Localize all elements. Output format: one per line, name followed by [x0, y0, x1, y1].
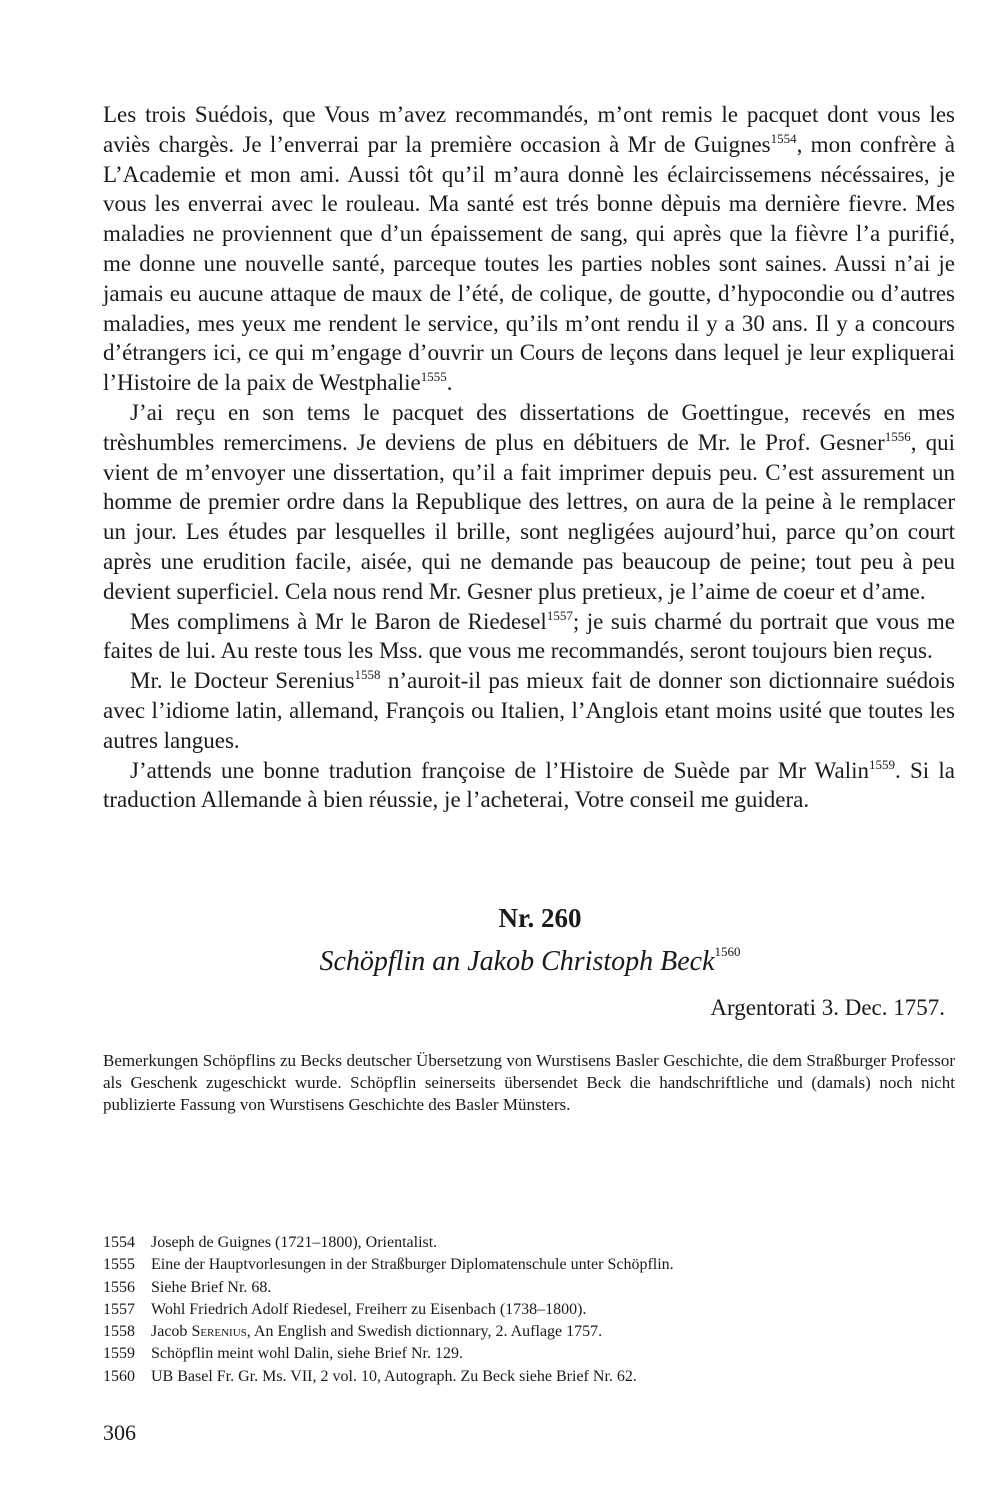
footnotes: [103, 1232, 955, 1388]
footnote-ref-1555[interactable]: 1555: [420, 369, 447, 385]
footnote-ref-1560[interactable]: 1560: [714, 944, 741, 959]
footnote-ref-1554[interactable]: 1554: [770, 130, 797, 146]
letter-dateline: Argentorati 3. Dec. 1757.: [710, 995, 945, 1020]
footnote-ref-1559[interactable]: 1559: [869, 756, 896, 772]
paragraph-2: J’ai reçu en son tems le pacquet des dissertations de Goettingue, recevés en mes trèshumbles remercimens. Je deviens de plus en débituers de Mr. le Prof. Gesner$^{1556}$, qui vient de m’envoyer une dissertation, qu’il a fait imprimer depuis peu. C’est assurement un homme de premier ordre dans la Republique des lettres, on aura de la peine à le remplacer un jour. Les études par lesquelles il brille, sont negligées aujourd’hui, parce qu’on court après une erudition facile, aisée, qui ne demande pas beaucoup de peine; tout peu à peu devient superficiel. Cela nous rend Mr. Gesner plus pretieux, je l’aime de coeur et d’ame.: [103, 399, 955, 604]
footnote-1556: 1556 Siehe Brief Nr. 68.: [103, 1278, 272, 1296]
footnote-ref-1556[interactable]: 1556: [884, 428, 911, 444]
letter-summary: Bemerkungen Schöpflins zu Becks deutscher Übersetzung von Wurstisens Basler Geschichte, die dem Straßburger Professor als Geschenk zugeschickt wurde. Schöpflin seinerseits übersendet Beck die handschriftliche und (damals) noch nicht publizierte Fassung von Wurstisens Geschichte des Basler Münsters.: [103, 1051, 955, 1114]
paragraph-4: Mr. le Docteur Serenius$^{1558}$ n’auroit-il pas mieux fait de donner son dictionnaire suédois avec l’idiome latin, allemand, François ou Italien, l’Anglois etant moins usité que toutes les autres langues.: [103, 667, 955, 753]
footnote-1557: 1557 Wohl Friedrich Adolf Riedesel, Freiherr zu Eisenbach (1738–1800).: [103, 1300, 587, 1318]
letter-body-text: [103, 100, 955, 815]
page-number: 306: [103, 1420, 136, 1445]
letter-number-heading: Nr. 260: [498, 903, 582, 933]
footnote-ref-1557[interactable]: 1557: [546, 607, 573, 623]
paragraph-3: Mes complimens à Mr le Baron de Riedesel$^{1557}$; je suis charmé du portrait que vous me faites de lui. Au reste tous les Mss. que vous me recommandés, seront toujours bien reçus.: [103, 607, 955, 664]
paragraph-1: Les trois Suédois, que Vous m’avez recommandés, m’ont remis le pacquet dont vous les aviès chargès. Je l’enverrai par la première occasion à Mr de Guignes$^{1554}$, mon confrère à L’Academie et mon ami. Aussi tôt qu’il m’aura donnè les éclaircissemens nécéssaires, je vous les enverrai avec le rouleau. Ma santé est trés bonne dèpuis ma dernière fievre. Mes maladies ne proviennent que d’un épaissement de sang, qui après que la fièvre l’a purifié, me donne une nouvelle santé, parceque toutes les parties nobles sont saines. Aussi n’ai je jamais eu aucune attaque de maux de l’été, de colique, de goutte, d’hypocondie ou d’autres maladies, mes yeux me rendent le service, qu’ils m’ont rendu il y a 30 ans. Il y a concours d’étrangers ici, ce qui m’engage d’ouvrir un Cours de leçons dans lequel je leur expliquerai l’Histoire de la paix de Westphalie$^{1555}$.: [103, 102, 956, 396]
footnote-1558: 1558 Jacob Serenius, An English and Swedish dictionnary, 2. Auflage 1757.: [103, 1323, 603, 1341]
letter-title: Schöpflin an Jakob Christoph Beck$^{1560}$: [319, 944, 741, 977]
footnote-1559: 1559 Schöpflin meint wohl Dalin, siehe Brief Nr. 129.: [103, 1345, 463, 1363]
footnote-1560: 1560 UB Basel Fr. Gr. Ms. VII, 2 vol. 10, Autograph. Zu Beck siehe Brief Nr. 62.: [103, 1367, 637, 1385]
footnote-ref-1558[interactable]: 1558: [354, 667, 381, 683]
footnote-1555: 1555 Eine der Hauptvorlesungen in der Straßburger Diplomatenschule unter Schöpflin.: [103, 1256, 674, 1274]
paragraph-5: J’attends une bonne tradution françoise de l’Histoire de Suède par Mr Walin$^{1559}$. Si la traduction Allemande à bien réussie, je l’acheterai, Votre conseil me guidera.: [103, 756, 955, 813]
footnote-1554: 1554 Joseph de Guignes (1721–1800), Orientalist.: [103, 1234, 438, 1251]
